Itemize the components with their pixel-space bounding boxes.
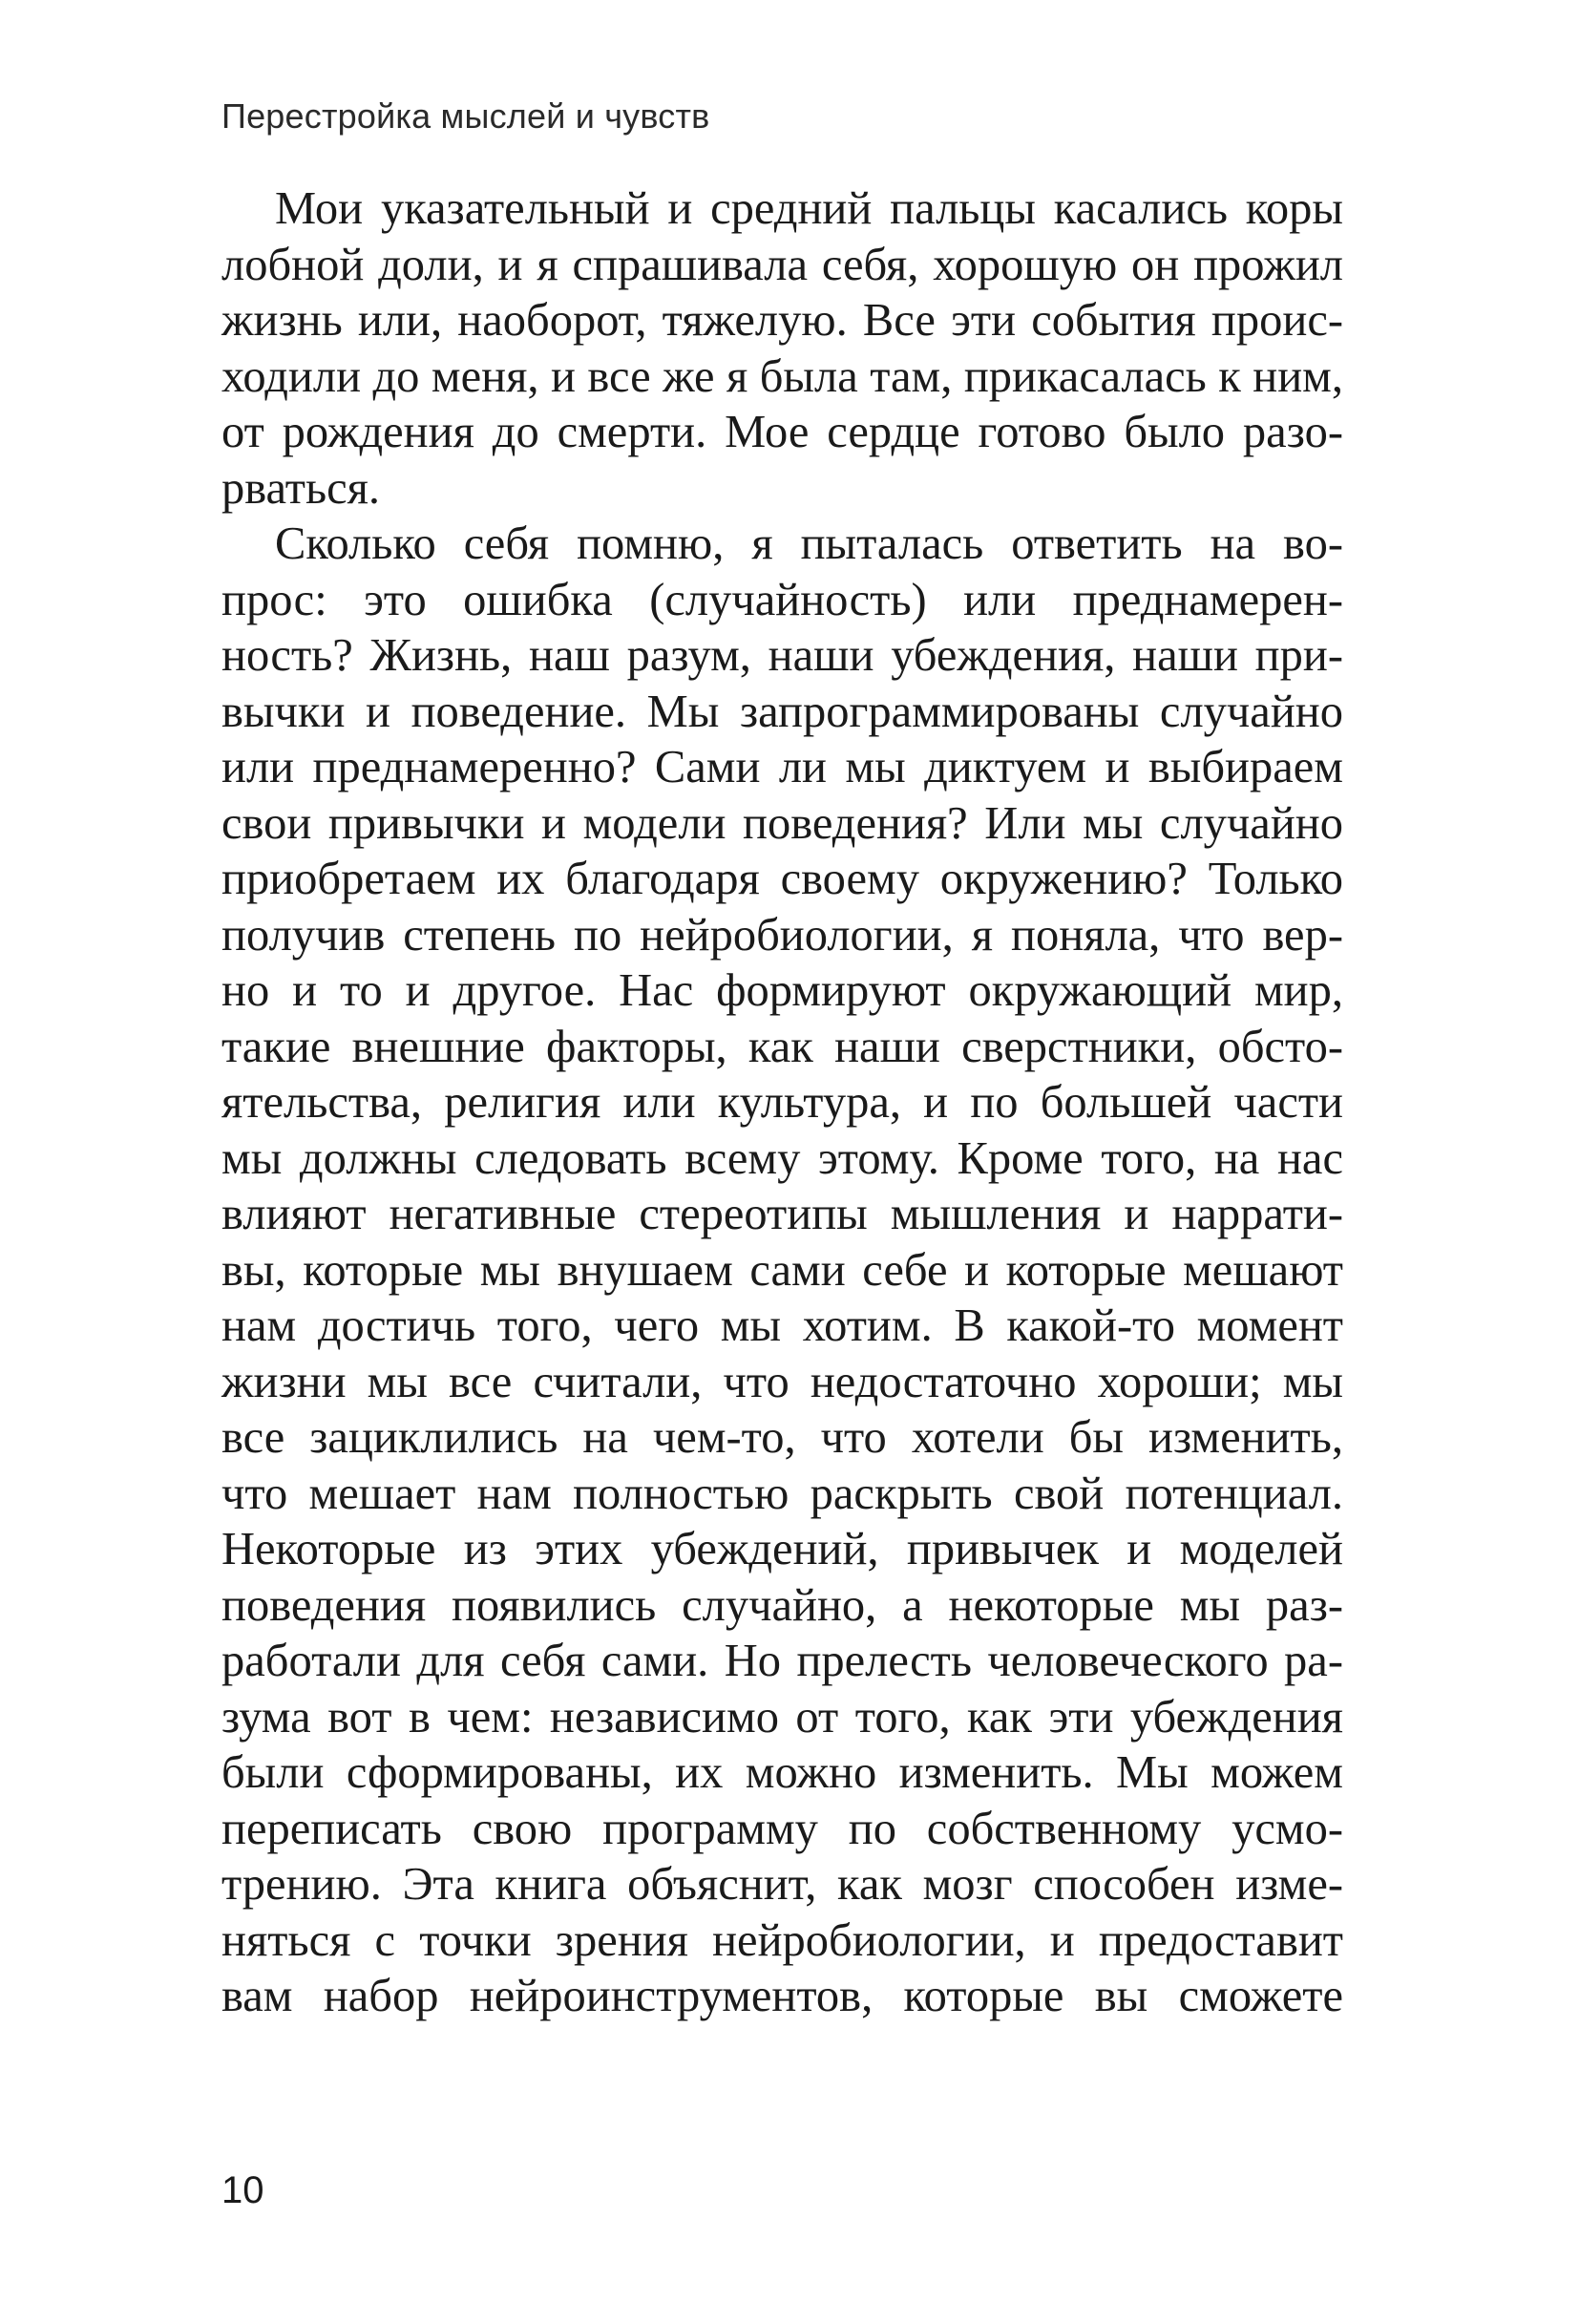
- text-line: получив степень по нейробиологии, я поняла, что вер-: [221, 909, 1343, 961]
- text-line: переписать свою программу по собственному усмо-: [221, 1803, 1343, 1854]
- text-line: трению. Эта книга объяснит, как мозг способен изме-: [221, 1859, 1343, 1910]
- text-line: ятельства, религия или культура, и по большей части: [221, 1077, 1343, 1128]
- body-text: [221, 181, 1343, 2025]
- text-line: свои привычки и модели поведения? Или мы случайно: [221, 797, 1343, 849]
- text-line: Сколько себя помню, я пыталась ответить на во-: [275, 518, 1343, 569]
- text-line: вы, которые мы внушаем сами себе и которые мешают: [221, 1244, 1343, 1296]
- text-line: вычки и поведение. Мы запрограммированы случайно: [221, 686, 1343, 737]
- text-line: вам набор нейроинструментов, которые вы сможете: [221, 1971, 1343, 2021]
- text-line: жизнь или, наоборот, тяжелую. Все эти события проис-: [221, 295, 1343, 346]
- text-line: были сформированы, их можно изменить. Мы можем: [221, 1747, 1343, 1798]
- page-number: 10: [221, 2169, 264, 2211]
- text-line: такие внешние факторы, как наши сверстники, обсто-: [221, 1021, 1343, 1072]
- text-line: лобной доли, и я спрашивала себя, хорошую он прожил: [221, 239, 1343, 290]
- text-line: няться с точки зрения нейробиологии, и предоставит: [221, 1914, 1343, 1966]
- text-line: влияют негативные стереотипы мышления и наррати-: [221, 1189, 1343, 1239]
- text-line: Некоторые из этих убеждений, привычек и моделей: [221, 1524, 1343, 1574]
- text-line: от рождения до смерти. Мое сердце готово было разо-: [221, 407, 1343, 457]
- text-line: приобретаем их благодаря своему окружению? Только: [221, 854, 1343, 904]
- text-line: прос: это ошибка (случайность) или преднамерен-: [221, 574, 1343, 625]
- text-line: ходили до меня, и все же я была там, прикасалась к ним,: [221, 350, 1343, 402]
- paragraph-2: [221, 517, 1343, 2025]
- running-head: Перестройка мыслей и чувств: [221, 96, 710, 136]
- text-line: но и то и другое. Нас формируют окружающий мир,: [221, 965, 1343, 1016]
- text-line: мы должны следовать всему этому. Кроме того, на нас: [221, 1132, 1343, 1184]
- paragraph-1: [221, 181, 1343, 517]
- text-line: жизни мы все считали, что недостаточно хороши; мы: [221, 1356, 1343, 1407]
- text-line: Мои указательный и средний пальцы касались коры: [275, 183, 1343, 234]
- text-line: рваться.: [221, 462, 381, 514]
- text-line: нам достичь того, чего мы хотим. В какой-то момент: [221, 1300, 1343, 1351]
- text-line: зума вот в чем: независимо от того, как эти убеждения: [221, 1691, 1343, 1743]
- text-line: что мешает нам полностью раскрыть свой потенциал.: [221, 1468, 1343, 1519]
- text-line: или преднамеренно? Сами ли мы диктуем и выбираем: [221, 742, 1343, 792]
- text-line: поведения появились случайно, а некоторые мы раз-: [221, 1579, 1343, 1631]
- text-line: ность? Жизнь, наш разум, наши убеждения, наши при-: [221, 630, 1343, 681]
- text-line: работали для себя сами. Но прелесть человеческого ра-: [221, 1636, 1343, 1686]
- text-line: все зациклились на чем-то, что хотели бы изменить,: [221, 1412, 1343, 1463]
